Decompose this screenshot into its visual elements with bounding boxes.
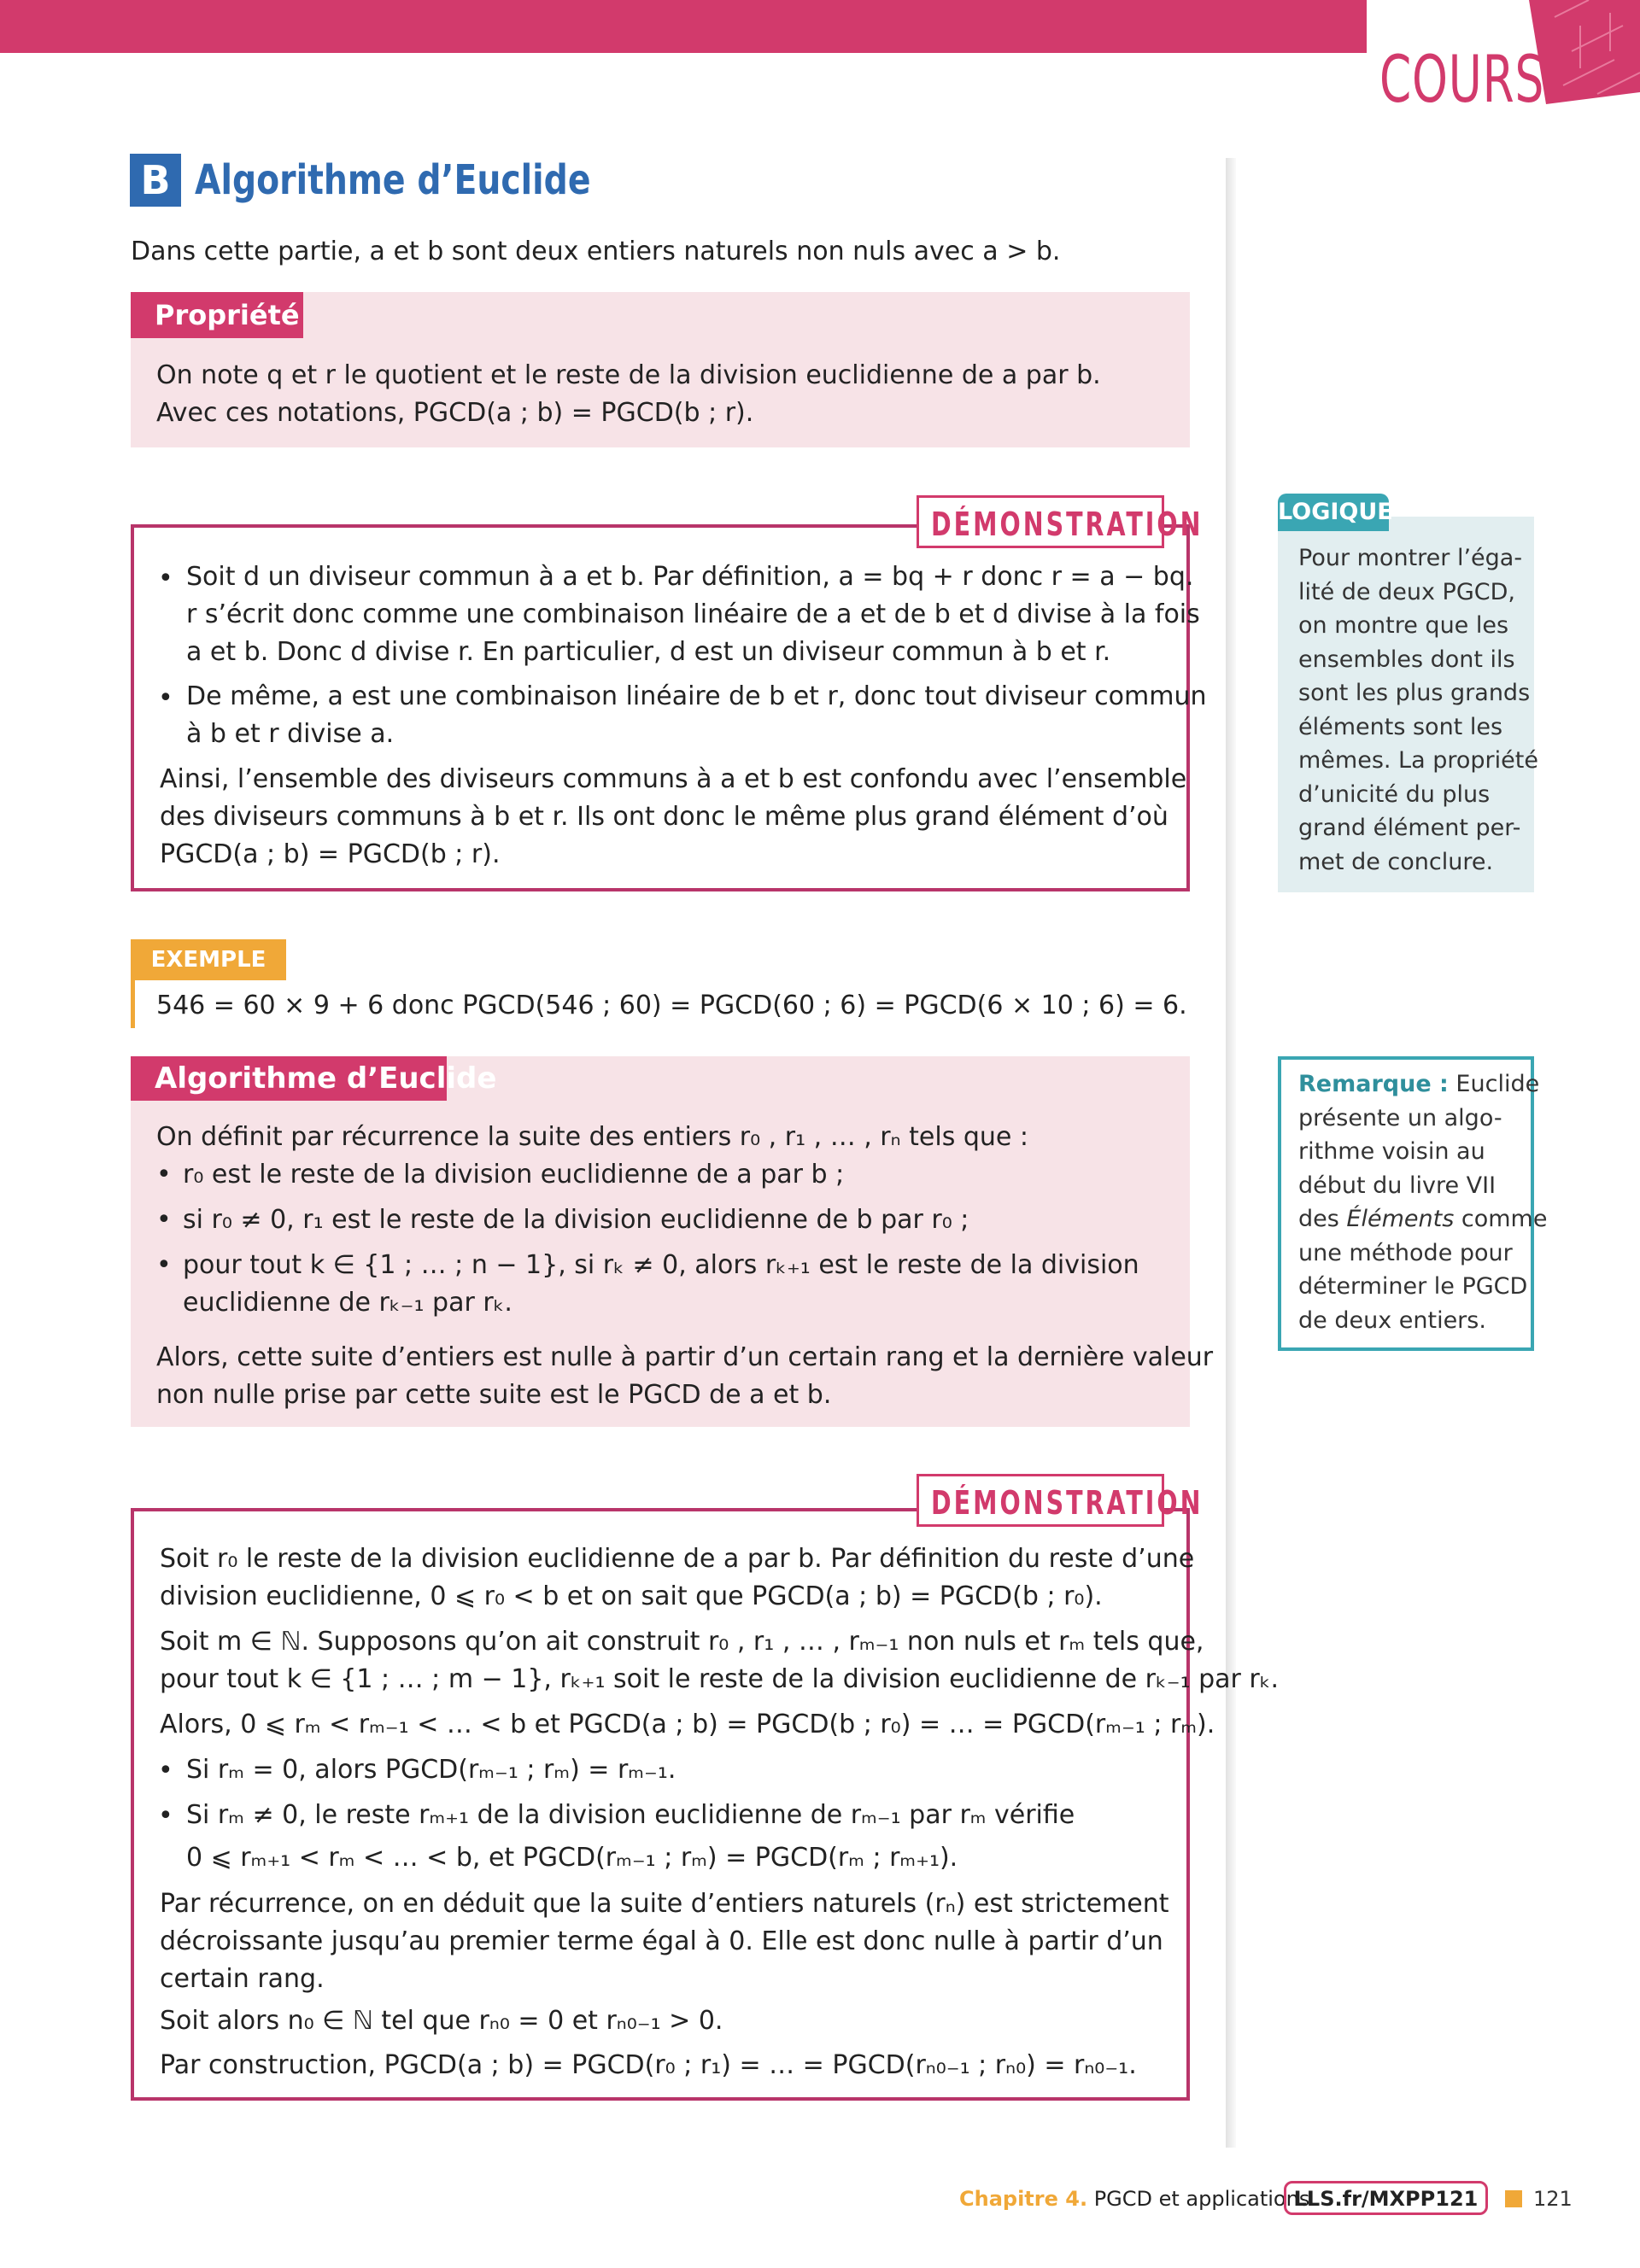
section-letter: B — [130, 154, 181, 207]
footer-square — [1505, 2190, 1522, 2207]
demo-line: Par récurrence, on en déduit que la suite d’entiers naturels (rₙ) est strictement — [160, 1889, 1169, 1919]
demo-line: Soit d un diviseur commun à a et b. Par définition, a = bq + r donc r = a − bq. — [186, 562, 1194, 592]
section-intro: Dans cette partie, a et b sont deux entiers naturels non nuls avec a > b. — [131, 237, 1061, 266]
algo-line: On définit par récurrence la suite des entiers r₀ , r₁ , … , rₙ tels que : — [156, 1122, 1029, 1152]
demo-line: pour tout k ∈ {1 ; … ; m − 1}, rₖ₊₁ soit le reste de la division euclidienne de rₖ₋₁ par rₖ. — [160, 1664, 1280, 1694]
demo-line: des diviseurs communs à b et r. Ils ont donc le même plus grand élément d’où — [160, 802, 1168, 832]
section-title: Algorithme d’Euclide — [195, 156, 591, 204]
demo-line: décroissante jusqu’au premier terme égal à 0. Elle est donc nulle à partir d’un — [160, 1926, 1163, 1956]
section-label-cours: COURS — [1379, 41, 1545, 117]
bullet-dot: • — [156, 1160, 172, 1190]
demo-line: PGCD(a ; b) = PGCD(b ; r). — [160, 839, 501, 869]
demo-line: r s’écrit donc comme une combinaison linéaire de a et de b et d divise à la fois — [186, 599, 1200, 629]
algorithme-tag: Algorithme d’Euclide — [131, 1056, 447, 1101]
bullet-dot: • — [156, 1250, 172, 1280]
demo-line: certain rang. — [160, 1964, 325, 1994]
propriete-line: On note q et r le quotient et le reste de la division euclidienne de a par b. — [156, 360, 1101, 390]
top-banner — [0, 0, 1367, 53]
footer-link[interactable]: LLS.fr/MXPP121 — [1284, 2181, 1488, 2215]
corner-decoration — [1529, 0, 1640, 104]
logique-tag: LOGIQUE — [1278, 494, 1389, 531]
algo-line: r₀ est le reste de la division euclidienne de a par b ; — [183, 1160, 845, 1190]
page-shadow — [1226, 158, 1236, 2148]
exemple-text: 546 = 60 × 9 + 6 donc PGCD(546 ; 60) = PGCD(60 ; 6) = PGCD(6 × 10 ; 6) = 6. — [156, 991, 1187, 1020]
demo-line: Si rₘ ≠ 0, le reste rₘ₊₁ de la division euclidienne de rₘ₋₁ par rₘ vérifie — [186, 1800, 1075, 1830]
remarque-text: Remarque : Euclide présente un algo- rithme voisin au début du livre VII des Éléments comme une méthode pour déterminer le PGCD de deux entiers. — [1298, 1071, 1548, 1334]
page-number: 121 — [1533, 2187, 1573, 2211]
demonstration-label: DÉMONSTRATION — [917, 1474, 1164, 1527]
algo-line: non nulle prise par cette suite est le PGCD de a et b. — [156, 1380, 832, 1410]
algo-line: si r₀ ≠ 0, r₁ est le reste de la division euclidienne de b par r₀ ; — [183, 1205, 969, 1235]
exemple-tag: EXEMPLE — [131, 939, 286, 980]
demo-line: Soit alors n₀ ∈ ℕ tel que rₙ₀ = 0 et rₙ₀₋₁ > 0. — [160, 2006, 723, 2036]
footer-chapter: Chapitre 4. PGCD et applications — [959, 2187, 1310, 2211]
bullet-dot: • — [156, 1205, 172, 1235]
algo-line: pour tout k ∈ {1 ; … ; n − 1}, si rₖ ≠ 0, alors rₖ₊₁ est le reste de la division — [183, 1250, 1139, 1280]
demo-line: Par construction, PGCD(a ; b) = PGCD(r₀ ; r₁) = … = PGCD(rₙ₀₋₁ ; rₙ₀) = rₙ₀₋₁. — [160, 2050, 1137, 2080]
demo-line: division euclidienne, 0 ⩽ r₀ < b et on sait que PGCD(a ; b) = PGCD(b ; r₀). — [160, 1581, 1103, 1611]
propriete-tag: Propriété — [131, 292, 303, 338]
bullet-dot: • — [158, 683, 173, 713]
demo-line: De même, a est une combinaison linéaire de b et r, donc tout diviseur commun — [186, 681, 1207, 711]
bullet-dot: • — [158, 1801, 173, 1831]
logique-text: Pour montrer l’éga- lité de deux PGCD, on montre que les ensembles dont ils sont les plus grands éléments sont les mêmes. La propriété d’unicité du plus grand élément per- met de conclure. — [1298, 545, 1538, 875]
demo-line: Si rₘ = 0, alors PGCD(rₘ₋₁ ; rₘ) = rₘ₋₁. — [186, 1755, 676, 1785]
demo-line: Soit r₀ le reste de la division euclidienne de a par b. Par définition du reste d’une — [160, 1544, 1195, 1574]
demo-line: Soit m ∈ ℕ. Supposons qu’on ait construit r₀ , r₁ , … , rₘ₋₁ non nuls et rₘ tels que, — [160, 1627, 1204, 1657]
exemple-bar — [131, 980, 135, 1028]
demo-line: Alors, 0 ⩽ rₘ < rₘ₋₁ < … < b et PGCD(a ; b) = PGCD(b ; r₀) = … = PGCD(rₘ₋₁ ; rₘ). — [160, 1710, 1215, 1739]
algo-line: Alors, cette suite d’entiers est nulle à partir d’un certain rang et la dernière valeur — [156, 1342, 1214, 1372]
algo-line: euclidienne de rₖ₋₁ par rₖ. — [183, 1288, 512, 1318]
demo-line: Ainsi, l’ensemble des diviseurs communs à a et b est confondu avec l’ensemble — [160, 764, 1187, 794]
bullet-dot: • — [158, 564, 173, 593]
demo-line: à b et r divise a. — [186, 719, 395, 749]
demo-line: 0 ⩽ rₘ₊₁ < rₘ < … < b, et PGCD(rₘ₋₁ ; rₘ) = PGCD(rₘ ; rₘ₊₁). — [186, 1843, 958, 1873]
demonstration-label: DÉMONSTRATION — [917, 495, 1164, 548]
bullet-dot: • — [158, 1756, 173, 1786]
propriete-line: Avec ces notations, PGCD(a ; b) = PGCD(b ; r). — [156, 398, 754, 428]
demo-line: a et b. Donc d divise r. En particulier, d est un diviseur commun à b et r. — [186, 637, 1111, 667]
